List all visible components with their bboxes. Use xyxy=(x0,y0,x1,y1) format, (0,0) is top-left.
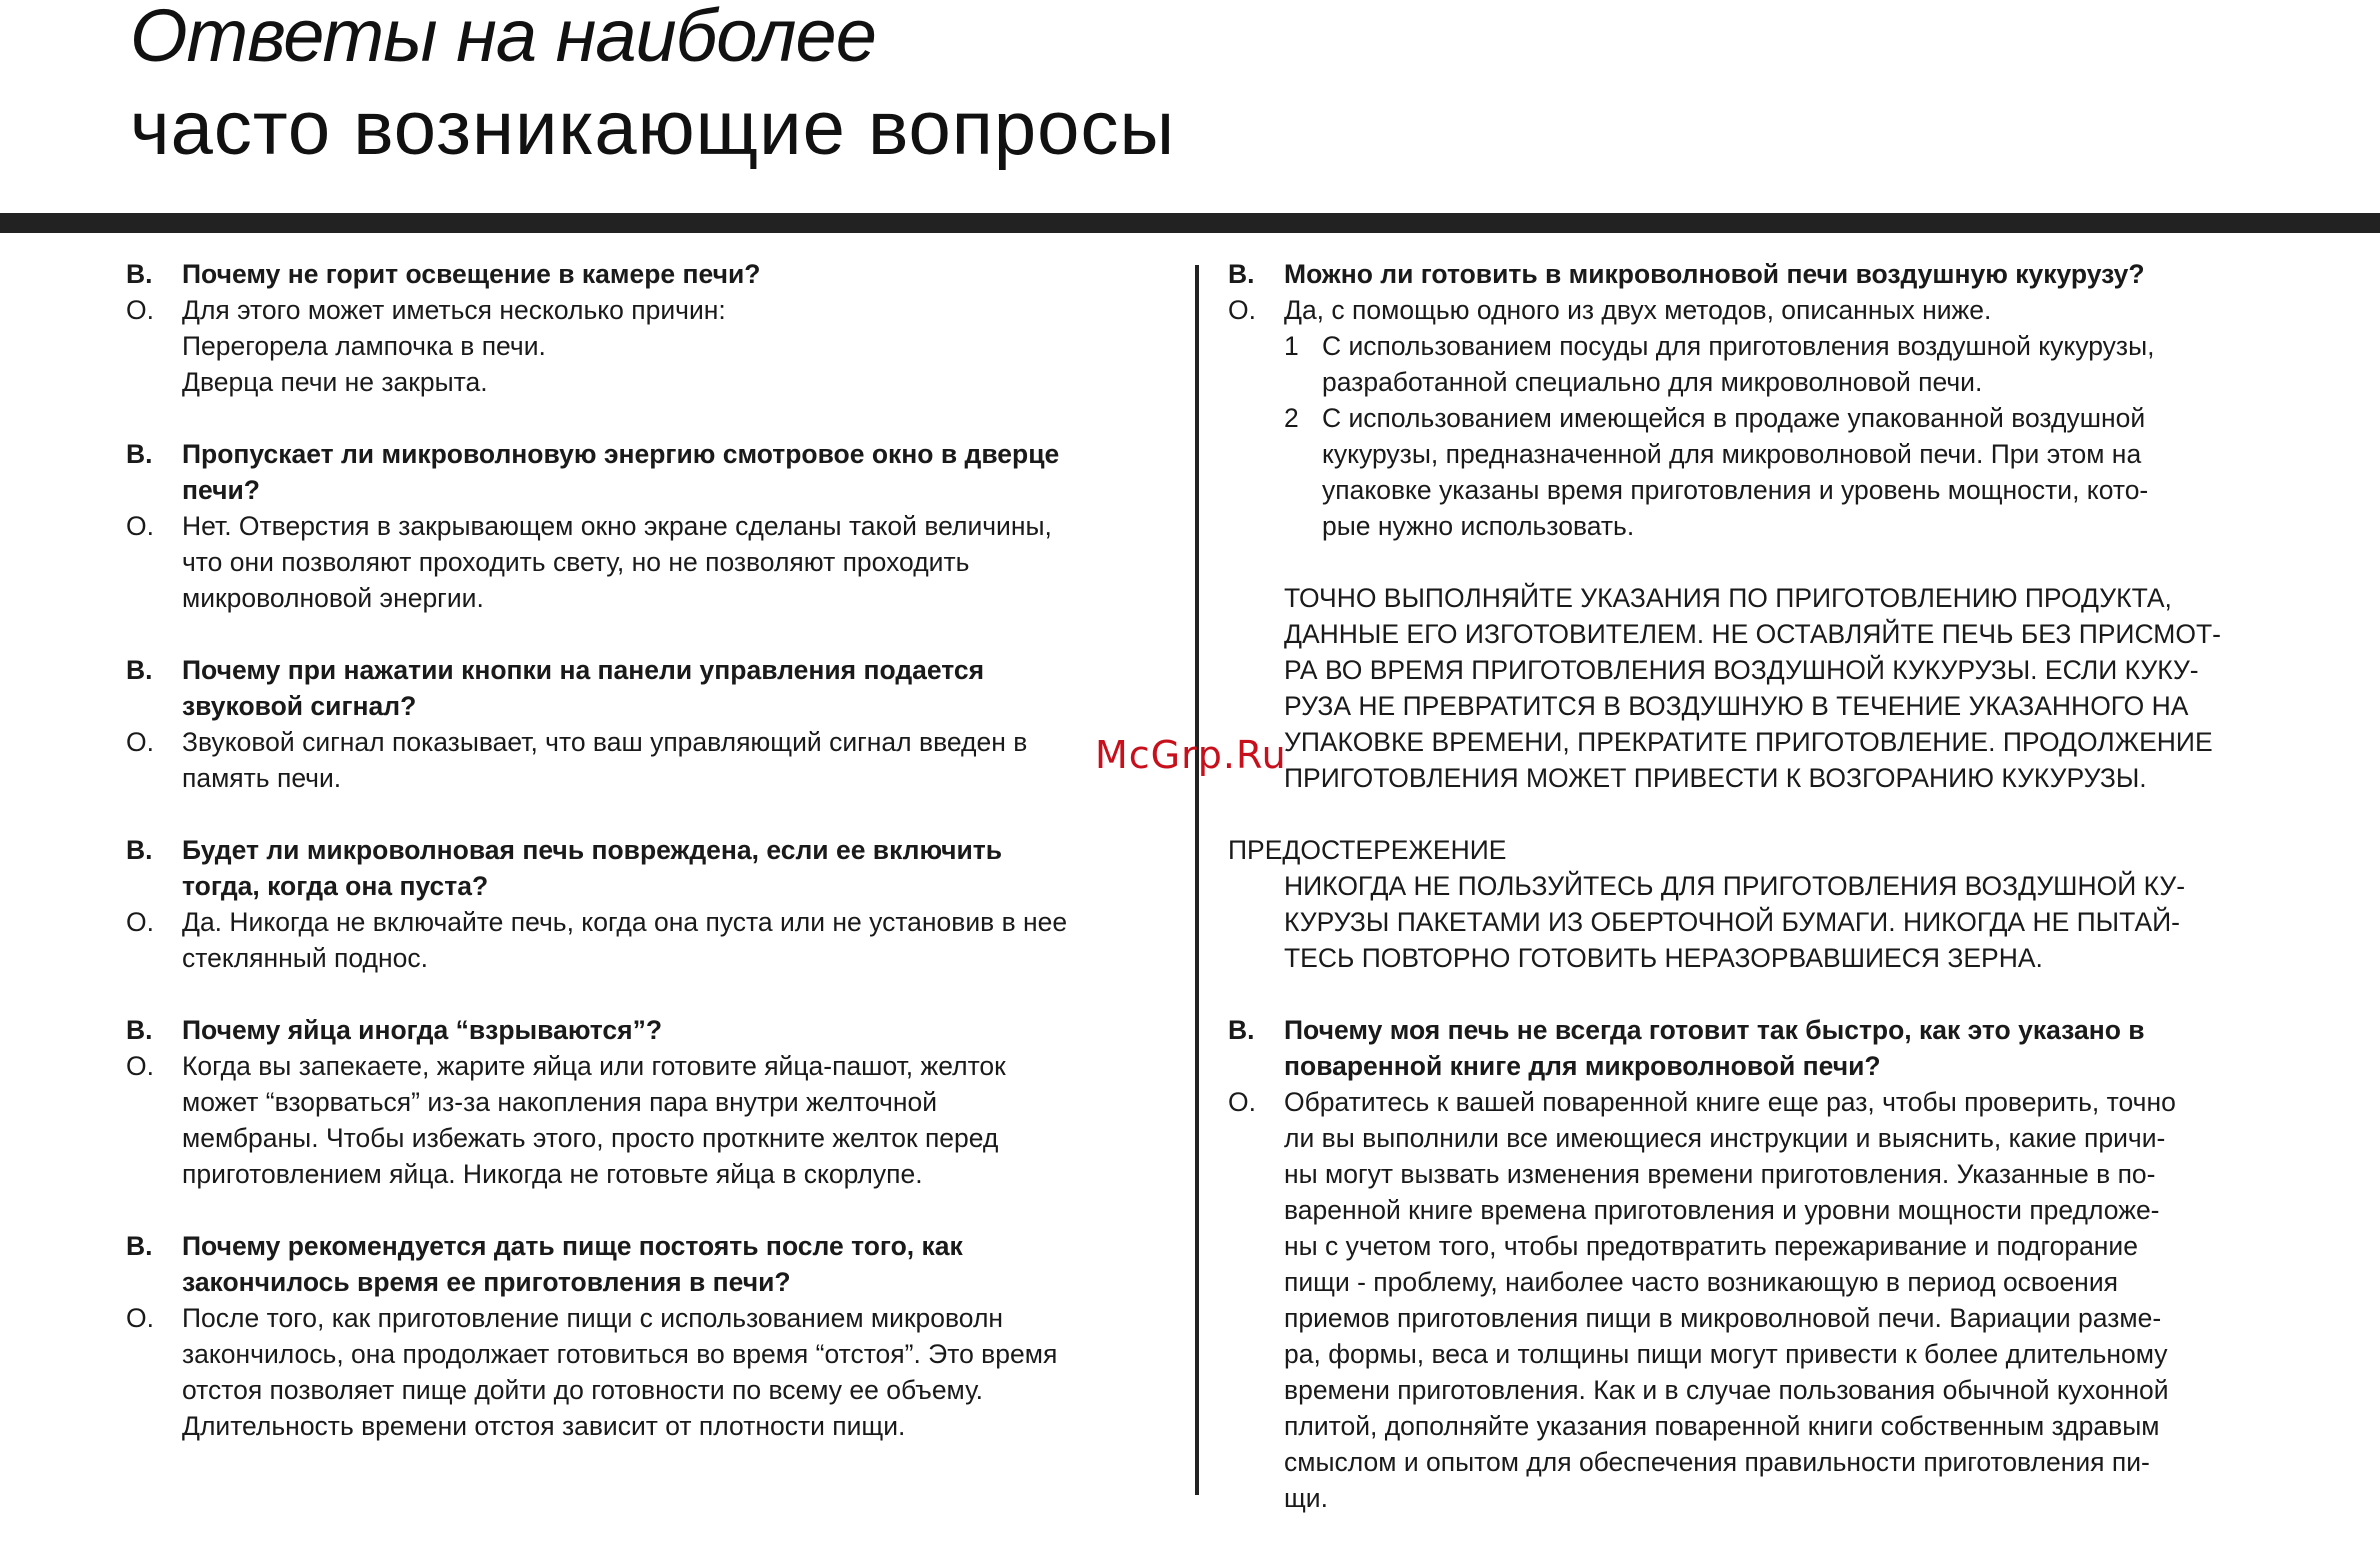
answer-line: закончилось, она продолжает готовиться во время “отстоя”. Это время xyxy=(182,1339,1058,1369)
answer-line: приготовлением яйца. Никогда не готовьте яйца в скорлупе. xyxy=(182,1159,923,1189)
right-column xyxy=(1228,256,2308,1552)
answer-line: Для этого может иметься несколько причин: xyxy=(182,295,726,325)
answer-line: Да, с помощью одного из двух методов, описанных ниже. xyxy=(1284,295,1992,325)
answer-marker: O. xyxy=(126,295,154,325)
answer-line: щи. xyxy=(1284,1483,1328,1513)
answer xyxy=(126,1300,1166,1444)
question xyxy=(126,436,1166,508)
answer-line: мембраны. Чтобы избежать этого, просто проткните желток перед xyxy=(182,1123,999,1153)
answer-marker: O. xyxy=(126,511,154,541)
question-line: Почему моя печь не всегда готовит так быстро, как это указано в xyxy=(1284,1015,2145,1045)
answer xyxy=(126,1048,1166,1192)
numbered-item-2 xyxy=(1228,400,2308,544)
answer-line: Дверца печи не закрыта. xyxy=(182,367,488,397)
answer-line: смыслом и опытом для обеспечения правильности приготовления пи- xyxy=(1284,1447,2150,1477)
question xyxy=(126,1228,1166,1300)
answer-line: Звуковой сигнал показывает, что ваш управляющий сигнал введен в xyxy=(182,727,1028,757)
faq-item xyxy=(126,832,1166,976)
item-line: С использованием посуды для приготовления воздушной кукурузы, xyxy=(1322,331,2155,361)
faq-item-popcorn xyxy=(1228,256,2308,544)
answer-line: может “взорваться” из-за накопления пара внутри желточной xyxy=(182,1087,938,1117)
warning-line: КУРУЗЫ ПАКЕТАМИ ИЗ ОБЕРТОЧНОЙ БУМАГИ. НИКОГДА НЕ ПЫТАЙ- xyxy=(1284,907,2180,937)
answer-line: варенной книге времена приготовления и уровни мощности предложе- xyxy=(1284,1195,2160,1225)
question-marker: B. xyxy=(126,655,153,685)
answer-line: Перегорела лампочка в печи. xyxy=(182,331,546,361)
question-line: Пропускает ли микроволновую энергию смотровое окно в дверце xyxy=(182,439,1060,469)
faq-item xyxy=(126,1012,1166,1192)
item-number: 2 xyxy=(1284,403,1299,433)
answer-line: Нет. Отверстия в закрывающем окно экране сделаны такой величины, xyxy=(182,511,1052,541)
answer-line: отстоя позволяет пище дойти до готовности по всему ее объему. xyxy=(182,1375,984,1405)
item-line: кукурузы, предназначенной для микроволновой печи. При этом на xyxy=(1322,439,2142,469)
answer-marker: O. xyxy=(126,727,154,757)
answer-marker: O. xyxy=(126,1051,154,1081)
item-line: С использованием имеющейся в продаже упакованной воздушной xyxy=(1322,403,2146,433)
answer xyxy=(126,904,1166,976)
item-line: рые нужно использовать. xyxy=(1322,511,1635,541)
faq-item xyxy=(126,256,1166,400)
question-line: Почему при нажатии кнопки на панели управления подается xyxy=(182,655,985,685)
answer xyxy=(1228,292,2308,328)
question xyxy=(1228,1012,2308,1084)
answer-line: приемов приготовления пищи в микроволновой печи. Вариации разме- xyxy=(1284,1303,2162,1333)
warning-block xyxy=(1228,832,2308,976)
page-subtitle: часто возникающие вопросы xyxy=(130,86,1176,171)
answer-marker: O. xyxy=(1228,1087,1256,1117)
answer-line: что они позволяют проходить свету, но не позволяют проходить xyxy=(182,547,970,577)
answer-line: времени приготовления. Как и в случае пользования обычной кухонной xyxy=(1284,1375,2169,1405)
answer xyxy=(126,292,1166,400)
answer-line: память печи. xyxy=(182,763,342,793)
item-number: 1 xyxy=(1284,331,1299,361)
question-marker: B. xyxy=(126,835,153,865)
question xyxy=(126,652,1166,724)
answer-marker: O. xyxy=(126,1303,154,1333)
answer-line: микроволновой энергии. xyxy=(182,583,484,613)
column-divider xyxy=(1195,265,1199,1495)
caps-line: ТОЧНО ВЫПОЛНЯЙТЕ УКАЗАНИЯ ПО ПРИГОТОВЛЕНИЮ ПРОДУКТА, xyxy=(1284,583,2172,613)
item-line: разработанной специально для микроволновой печи. xyxy=(1322,367,1983,397)
question xyxy=(126,1012,1166,1048)
question-marker: B. xyxy=(126,1231,153,1261)
answer xyxy=(126,724,1166,796)
answer-line: Обратитесь к вашей поваренной книге еще раз, чтобы проверить, точно xyxy=(1284,1087,2176,1117)
question xyxy=(1228,256,2308,292)
caps-instruction xyxy=(1228,580,2308,796)
question-line: закончилось время ее приготовления в печи? xyxy=(182,1267,791,1297)
header-bar xyxy=(0,213,2380,233)
warning-line: ТЕСЬ ПОВТОРНО ГОТОВИТЬ НЕРАЗОРВАВШИЕСЯ ЗЕРНА. xyxy=(1284,943,2043,973)
question-line: Будет ли микроволновая печь повреждена, если ее включить xyxy=(182,835,1003,865)
answer-line: Когда вы запекаете, жарите яйца или готовите яйца-пашот, желток xyxy=(182,1051,1006,1081)
question-marker: B. xyxy=(126,439,153,469)
caps-line: РУЗА НЕ ПРЕВРАТИТСЯ В ВОЗДУШНУЮ В ТЕЧЕНИЕ УКАЗАННОГО НА xyxy=(1284,691,2189,721)
answer-marker: O. xyxy=(126,907,154,937)
item-line: упаковке указаны время приготовления и уровень мощности, кото- xyxy=(1322,475,2149,505)
caps-line: ПРИГОТОВЛЕНИЯ МОЖЕТ ПРИВЕСТИ К ВОЗГОРАНИЮ КУКУРУЗЫ. xyxy=(1284,763,2147,793)
answer-line: Да. Никогда не включайте печь, когда она пуста или не установив в нее xyxy=(182,907,1068,937)
caps-line: РА ВО ВРЕМЯ ПРИГОТОВЛЕНИЯ ВОЗДУШНОЙ КУКУРУЗЫ. ЕСЛИ КУКУ- xyxy=(1284,655,2199,685)
question xyxy=(126,832,1166,904)
watermark: McGrp.Ru xyxy=(1095,733,1287,777)
warning-line: НИКОГДА НЕ ПОЛЬЗУЙТЕСЬ ДЛЯ ПРИГОТОВЛЕНИЯ ВОЗДУШНОЙ КУ- xyxy=(1284,871,2186,901)
question-line: поваренной книге для микроволновой печи? xyxy=(1284,1051,1881,1081)
answer-line: ли вы выполнили все имеющиеся инструкции и выяснить, какие причи- xyxy=(1284,1123,2166,1153)
answer xyxy=(126,508,1166,616)
question-line: звуковой сигнал? xyxy=(182,691,417,721)
answer-line: плитой, дополняйте указания поваренной книги собственным здравым xyxy=(1284,1411,2160,1441)
question-line: Почему не горит освещение в камере печи? xyxy=(182,259,761,289)
question-marker: B. xyxy=(126,259,153,289)
answer-line: стеклянный поднос. xyxy=(182,943,428,973)
answer xyxy=(1228,1084,2308,1516)
answer-line: После того, как приготовление пищи с использованием микроволн xyxy=(182,1303,1004,1333)
answer-line: ра, формы, веса и толщины пищи могут привести к более длительному xyxy=(1284,1339,2168,1369)
answer-line: Длительность времени отстоя зависит от плотности пищи. xyxy=(182,1411,906,1441)
faq-item xyxy=(126,1228,1166,1444)
caps-line: УПАКОВКЕ ВРЕМЕНИ, ПРЕКРАТИТЕ ПРИГОТОВЛЕНИЕ. ПРОДОЛЖЕНИЕ xyxy=(1284,727,2213,757)
warning-title: ПРЕДОСТЕРЕЖЕНИЕ xyxy=(1228,835,1507,865)
question-line: печи? xyxy=(182,475,260,505)
numbered-item-1 xyxy=(1228,328,2308,400)
faq-item xyxy=(126,436,1166,616)
caps-line: ДАННЫЕ ЕГО ИЗГОТОВИТЕЛЕМ. НЕ ОСТАВЛЯЙТЕ ПЕЧЬ БЕЗ ПРИСМОТ- xyxy=(1284,619,2221,649)
question-line: тогда, когда она пуста? xyxy=(182,871,489,901)
faq-item xyxy=(126,652,1166,796)
left-column xyxy=(126,256,1166,1480)
page-title: Ответы на наиболее xyxy=(130,0,876,77)
question-marker: B. xyxy=(1228,259,1255,289)
question-line: Почему рекомендуется дать пище постоять после того, как xyxy=(182,1231,963,1261)
question-line: Можно ли готовить в микроволновой печи воздушную кукурузу? xyxy=(1284,259,2145,289)
answer-line: пищи - проблему, наиболее часто возникающую в период освоения xyxy=(1284,1267,2118,1297)
faq-item-cooking-time xyxy=(1228,1012,2308,1516)
answer-line: ны могут вызвать изменения времени приготовления. Указанные в по- xyxy=(1284,1159,2156,1189)
answer-marker: O. xyxy=(1228,295,1256,325)
question-marker: B. xyxy=(126,1015,153,1045)
question-line: Почему яйца иногда “взрываются”? xyxy=(182,1015,663,1045)
answer-line: ны с учетом того, чтобы предотвратить пережаривание и подгорание xyxy=(1284,1231,2138,1261)
question xyxy=(126,256,1166,292)
question-marker: B. xyxy=(1228,1015,1255,1045)
